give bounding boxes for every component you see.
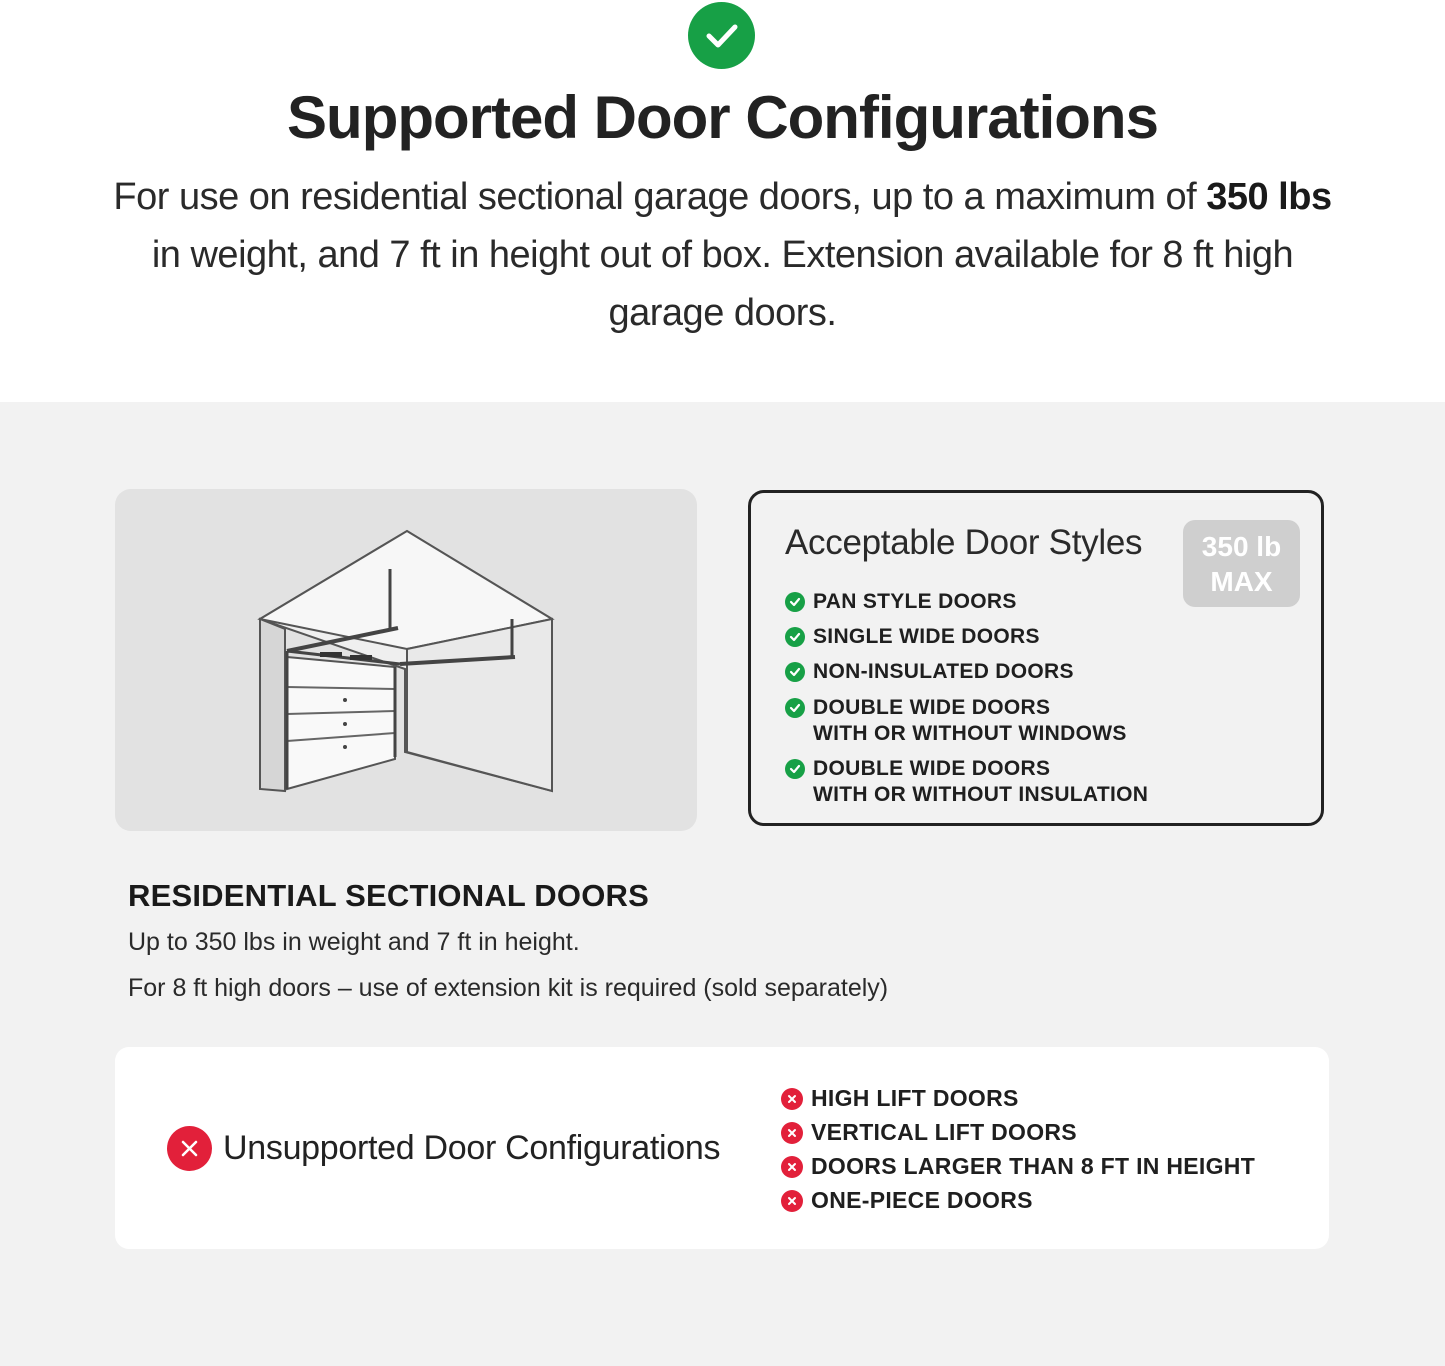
check-icon [785, 698, 805, 718]
unsupported-item-label: ONE-PIECE DOORS [811, 1187, 1033, 1213]
desc-text-1: For use on residential sectional garage doors, up to a maximum of [113, 176, 1207, 218]
style-item-label: SINGLE WIDE DOORS [813, 625, 1040, 648]
unsupported-item-label: VERTICAL LIFT DOORS [811, 1119, 1077, 1145]
unsupported-item-label: DOORS LARGER THAN 8 FT IN HEIGHT [811, 1153, 1256, 1179]
style-item-label: NON-INSULATED DOORS [813, 660, 1074, 683]
unsupported-item-label: HIGH LIFT DOORS [811, 1085, 1019, 1111]
x-icon [781, 1190, 803, 1212]
residential-line-1: Up to 350 lbs in weight and 7 ft in height. [128, 928, 580, 956]
style-item-label: DOUBLE WIDE DOORS [813, 757, 1051, 780]
close-circle-icon [167, 1126, 212, 1171]
page-title: Supported Door Configurations [287, 84, 1158, 151]
styles-title: Acceptable Door Styles [785, 523, 1143, 562]
unsupported-card [115, 1047, 1329, 1249]
unsupported-title: Unsupported Door Configurations [223, 1129, 721, 1167]
check-icon [785, 592, 805, 612]
residential-title: RESIDENTIAL SECTIONAL DOORS [128, 878, 649, 913]
badge-weight: 350 lb [1201, 531, 1282, 562]
x-icon [781, 1156, 803, 1178]
desc-text-2: in weight, and 7 ft in height out of box. Extension available for 8 ft high garage doors. [151, 234, 1294, 334]
desc-weight-bold: 350 lbs [1206, 176, 1332, 218]
style-item-sublabel: WITH OR WITHOUT INSULATION [813, 783, 1149, 806]
check-circle-icon [688, 2, 755, 69]
weight-max-badge [1183, 520, 1300, 607]
check-icon [785, 759, 805, 779]
x-icon [781, 1088, 803, 1110]
badge-max: MAX [1210, 566, 1273, 597]
acceptable-styles-card [748, 490, 1324, 826]
style-item-sublabel: WITH OR WITHOUT WINDOWS [813, 722, 1127, 745]
check-icon [785, 662, 805, 682]
garage-illustration [115, 489, 697, 831]
page-description [100, 168, 1345, 342]
x-icon [781, 1122, 803, 1144]
header-section [0, 0, 1445, 402]
check-icon [785, 627, 805, 647]
style-item-label: PAN STYLE DOORS [813, 590, 1017, 613]
residential-line-2: For 8 ft high doors – use of extension kit is required (sold separately) [128, 974, 889, 1002]
style-item-label: DOUBLE WIDE DOORS [813, 696, 1051, 719]
